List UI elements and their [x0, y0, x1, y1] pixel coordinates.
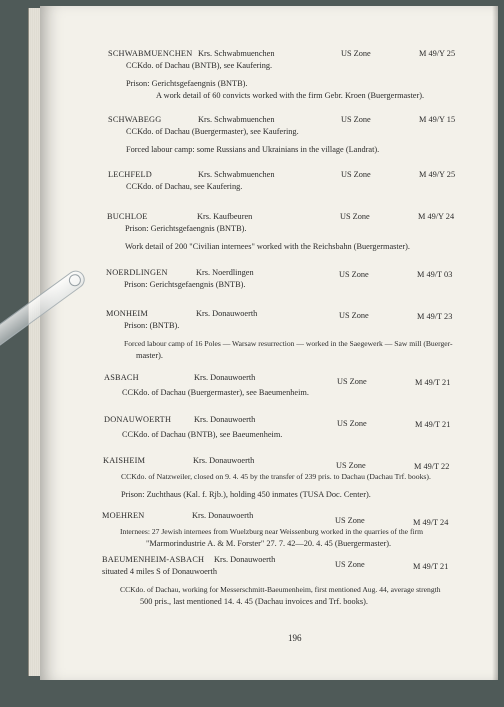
entry-kreis: Krs. Noerdlingen — [196, 268, 254, 277]
entry-name: SCHWABEGG — [108, 115, 162, 124]
entry-lechfeld — [108, 169, 492, 193]
entry-kreis: Krs. Schwabmuenchen — [198, 170, 275, 179]
entry-map-ref: M 49/Y 15 — [419, 115, 456, 124]
entry-zone: US Zone — [335, 560, 365, 569]
entry-schwabegg — [108, 114, 492, 156]
entry-line: 500 pris., last mentioned 14. 4. 45 (Dachau invoices and Trf. books). — [140, 597, 368, 606]
entry-line: CCKdo. of Natzweiler, closed on 9. 4. 45 by the transfer of 239 pris. to Dachau (Dachau Trf. books). — [121, 472, 431, 481]
entry-subtitle: situated 4 miles S of Donauwoerth — [102, 567, 217, 576]
entry-line: "Marmorindustrie A. & M. Forster" 27. 7. 42—20. 4. 45 (Buergermaster). — [146, 539, 392, 548]
entry-kreis: Krs. Schwabmuenchen — [198, 49, 275, 58]
entry-zone: US Zone — [336, 461, 366, 470]
entry-line: CCKdo. of Dachau, see Kaufering. — [126, 182, 243, 191]
entry-kreis: Krs. Donauwoerth — [194, 373, 256, 382]
entry-zone: US Zone — [341, 115, 371, 124]
entry-name: KAISHEIM — [103, 456, 146, 465]
entry-kreis: Krs. Donauwoerth — [196, 309, 258, 318]
entry-kreis: Krs. Kaufbeuren — [197, 212, 253, 221]
entry-line: Prison: (BNTB). — [124, 321, 180, 330]
entry-name: BAEUMENHEIM-ASBACH — [102, 555, 205, 564]
page-number: 196 — [288, 633, 302, 643]
entry-zone: US Zone — [341, 49, 371, 58]
entry-zone: US Zone — [337, 377, 367, 386]
entry-map-ref: M 49/T 21 — [413, 562, 449, 571]
entry-line: CCKdo. of Dachau (BNTB), see Baeumenheim. — [122, 430, 283, 439]
entry-name: DONAUWOERTH — [104, 415, 172, 424]
entry-zone: US Zone — [340, 212, 370, 221]
ruler-hole — [67, 272, 84, 289]
entry-line: Forced labour camp of 16 Poles — Warsaw resurrection — worked in the Saegewerk — Saw mill (Buerger- — [124, 339, 453, 348]
entry-line: master). — [136, 351, 163, 360]
entry-map-ref: M 49/T 03 — [417, 270, 453, 279]
entry-name: NOERDLINGEN — [106, 268, 168, 277]
entry-zone: US Zone — [341, 170, 371, 179]
entry-name: MONHEIM — [106, 309, 148, 318]
entry-name: MOEHREN — [102, 511, 145, 520]
entry-kreis: Krs. Donauwoerth — [214, 555, 276, 564]
entry-schwabmuenchen — [108, 48, 492, 102]
entry-map-ref: M 49/T 22 — [414, 462, 450, 471]
entry-zone: US Zone — [339, 270, 369, 279]
entry-line: CCKdo. of Dachau, working for Messerschmitt-Baeumenheim, first mentioned Aug. 44, average strength — [120, 585, 441, 594]
entry-kreis: Krs. Donauwoerth — [194, 415, 256, 424]
entry-map-ref: M 49/T 23 — [417, 312, 453, 321]
entry-baeumenheim-asbach — [102, 554, 498, 608]
entry-map-ref: M 49/T 21 — [415, 378, 451, 387]
entry-line: CCKdo. of Dachau (BNTB), see Kaufering. — [126, 61, 273, 70]
entry-monheim — [106, 308, 498, 362]
entry-kreis: Krs. Donauwoerth — [192, 511, 254, 520]
entry-kreis: Krs. Schwabmuenchen — [198, 115, 275, 124]
entry-line: CCKdo. of Dachau (Buergermaster), see Baeumenheim. — [122, 388, 309, 397]
entry-name: BUCHLOE — [107, 212, 148, 221]
entry-map-ref: M 49/Y 24 — [418, 212, 455, 221]
entry-kaisheim — [103, 455, 498, 501]
entry-donauwoerth — [104, 414, 488, 441]
entry-line: CCKdo. of Dachau (Buergermaster), see Kaufering. — [126, 127, 299, 136]
entry-buchloe — [107, 211, 491, 253]
entry-map-ref: M 49/T 24 — [413, 518, 449, 527]
entry-line: Prison: Zuchthaus (Kal. f. Rjb.), holding 450 inmates (TUSA Doc. Center). — [121, 490, 371, 499]
document-page — [40, 6, 498, 680]
entry-line: A work detail of 60 convicts worked with the firm Gebr. Kroen (Buergermaster). — [156, 91, 425, 100]
entry-line: Forced labour camp: some Russians and Ukrainians in the village (Landrat). — [126, 145, 380, 154]
entry-map-ref: M 49/Y 25 — [419, 49, 456, 58]
entry-line: Work detail of 200 "Civilian internees" worked with the Reichsbahn (Buergermaster). — [125, 242, 410, 251]
entry-noerdlingen — [106, 267, 490, 291]
entry-moehren — [102, 510, 498, 550]
entry-name: LECHFELD — [108, 170, 153, 179]
entry-line: Prison: Gerichtsgefaengnis (BNTB). — [124, 280, 246, 289]
entry-zone: US Zone — [335, 516, 365, 525]
entry-map-ref: M 49/Y 25 — [419, 170, 456, 179]
entry-line: Internees: 27 Jewish internees from Wuelzburg near Weissenburg worked in the quarries of the firm — [120, 527, 424, 536]
entry-map-ref: M 49/T 21 — [415, 420, 451, 429]
entry-asbach — [104, 372, 488, 399]
entry-line: Prison: Gerichtsgefaengnis (BNTB). — [126, 79, 248, 88]
entry-zone: US Zone — [339, 311, 369, 320]
entry-line: Prison: Gerichtsgefaengnis (BNTB). — [125, 224, 247, 233]
entry-name: ASBACH — [104, 373, 139, 382]
entry-kreis: Krs. Donauwoerth — [193, 456, 255, 465]
entry-zone: US Zone — [337, 419, 367, 428]
entry-name: SCHWABMUENCHEN — [108, 49, 193, 58]
